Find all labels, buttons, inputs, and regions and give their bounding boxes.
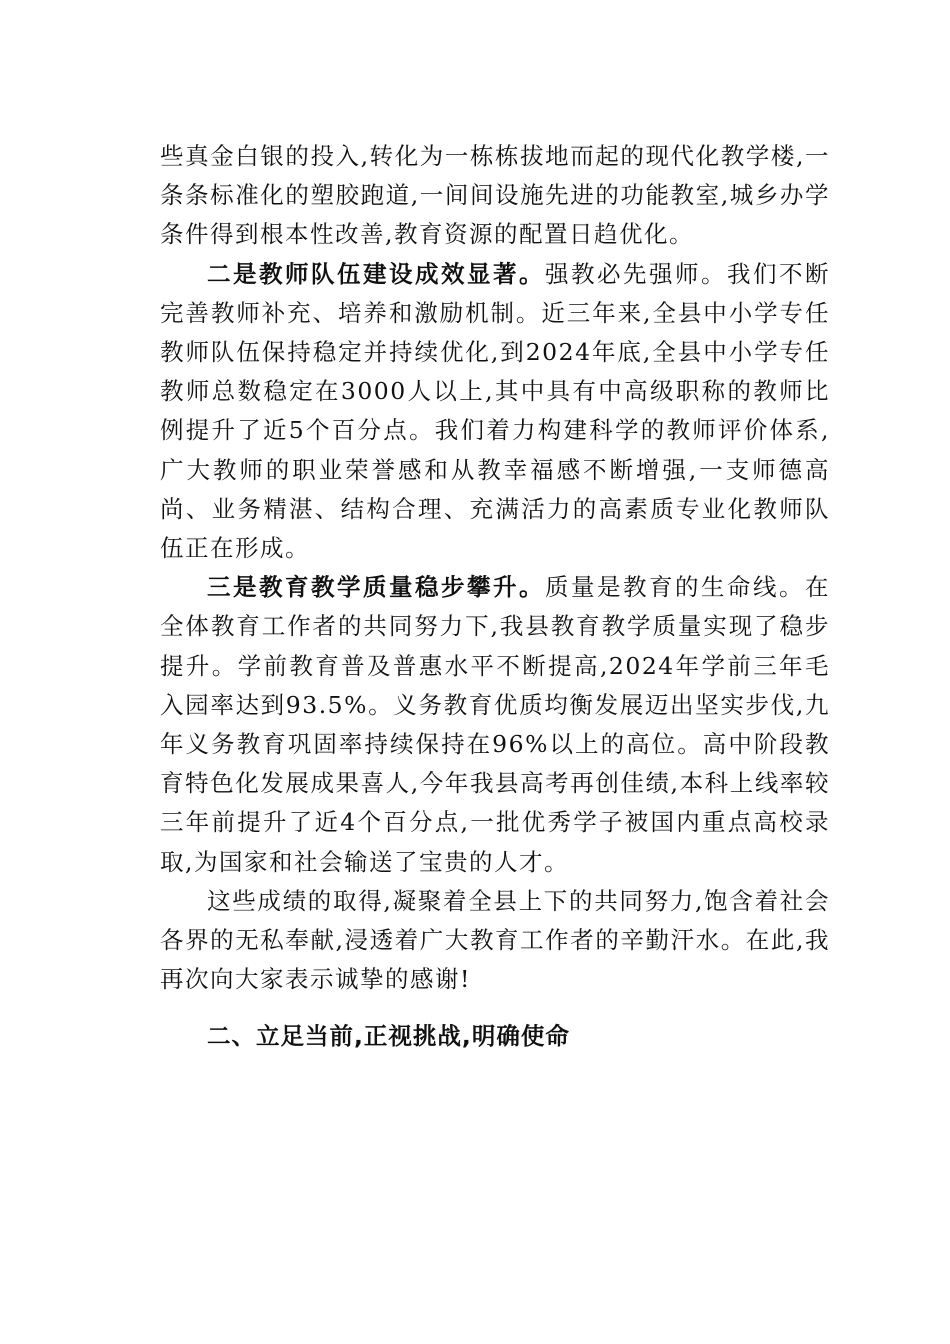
paragraph-text: 些真金白银的投入,转化为一栋栋拔地而起的现代化教学楼,一条条标准化的塑胶跑道,一间间设施先进的功能教室,城乡办学条件得到根本性改善,教育资源的配置日趋优化。 — [160, 142, 830, 249]
document-body — [160, 137, 830, 1057]
paragraph-lead: 三是教育教学质量稳步攀升。 — [207, 573, 545, 602]
section-heading: 二、立足当前,正视挑战,明确使命 — [207, 1022, 570, 1051]
paragraph-thanks — [160, 882, 830, 1000]
paragraph-teacher-team — [160, 255, 830, 569]
paragraph-education-quality — [160, 568, 830, 882]
paragraph-continuation — [160, 137, 830, 255]
paragraph-lead: 二是教师队伍建设成效显著。 — [207, 259, 545, 288]
paragraph-text: 质量是教育的生命线。在全体教育工作者的共同努力下,我县教育教学质量实现了稳步提升。学前教育普及普惠水平不断提高,2024年学前三年毛入园率达到93.5%。义务教育优质均衡发展迈出坚实步伐,九年义务教育巩固率持续保持在96%以上的高位。高中阶段教育特色化发展成果喜人,今年我县高考再创佳绩,本科上线率较三年前提升了近4个百分点,一批优秀学子被国内重点高校录取,为国家和社会输送了宝贵的人才。 — [160, 573, 830, 876]
paragraph-text: 这些成绩的取得,凝聚着全县上下的共同努力,饱含着社会各界的无私奉献,浸透着广大教育工作者的辛勤汗水。在此,我再次向大家表示诚挚的感谢! — [160, 886, 830, 994]
paragraph-text: 强教必先强师。我们不断完善教师补充、培养和激励机制。近三年来,全县中小学专任教师队伍保持稳定并持续优化,到2024年底,全县中小学专任教师总数稳定在3000人以上,其中具有中高级职称的教师比例提升了近5个百分点。我们着力构建科学的教师评价体系,广大教师的职业荣誉感和从教幸福感不断增强,一支师德高尚、业务精湛、结构合理、充满活力的高素质专业化教师队伍正在形成。 — [160, 259, 830, 563]
